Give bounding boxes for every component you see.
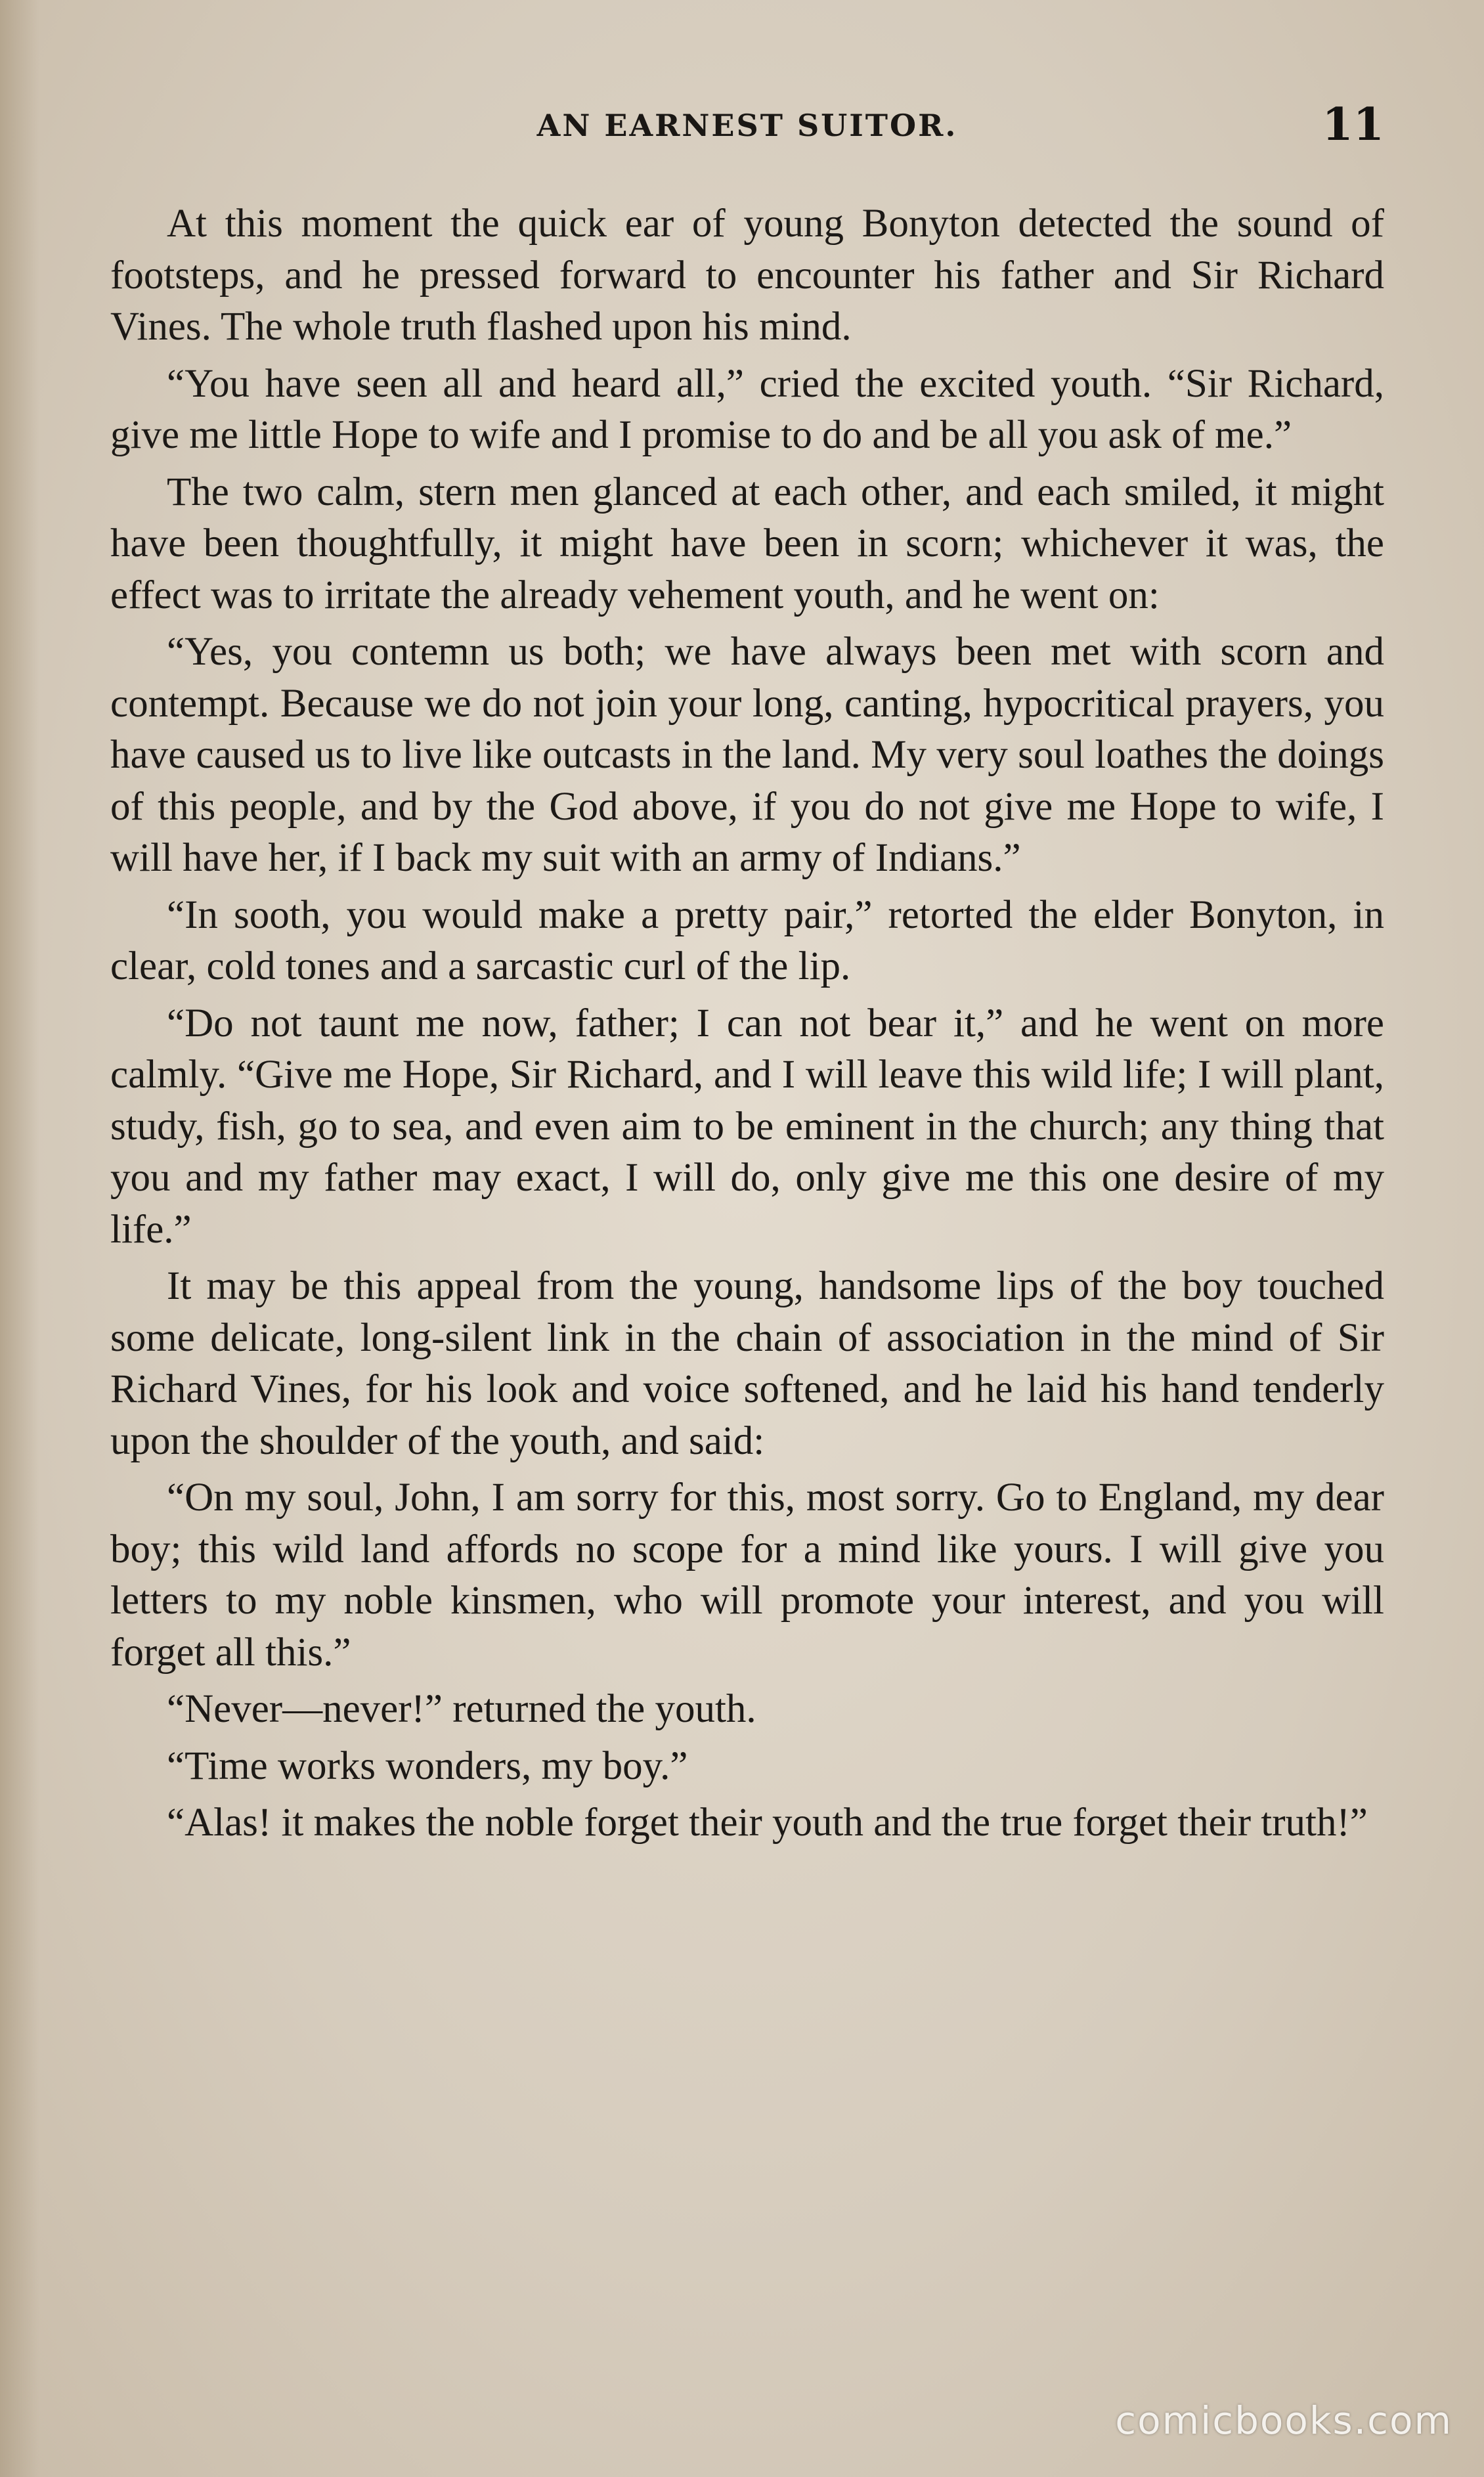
watermark: comicbooks.com [1115,2398,1452,2443]
paragraph-8: “On my soul, John, I am sorry for this, most sorry. Go to England, my dear boy; this wild land affords no scope for a mind like yours. I will give you letters to my noble kinsmen, who will promote your interest, and you will forget all this.” [110,1476,1384,1675]
paragraph-9: “Never—never!” returned the youth. [167,1687,756,1731]
paragraph-2: “You have seen all and heard all,” cried the excited youth. “Sir Richard, give me little Hope to wife and I promise to do and be all you ask of me.” [110,361,1384,457]
paragraph-5: “In sooth, you would make a pretty pair,” retorted the elder Bonyton, in clear, cold tones and a sarcastic curl of the lip. [110,892,1384,988]
paragraph-6: “Do not taunt me now, father; I can not bear it,” and he went on more calmly. “Give me Hope, Sir Richard, and I will leave this wild life; I will plant, study, fish, go to sea, and even aim to be eminent in the church; any thing that you and my father may exact, I will do, only give me this one desire of my life.” [110,1001,1384,1252]
paragraph-11: “Alas! it makes the noble forget their youth and the true forget their truth!” [167,1801,1368,1845]
paragraph-10: “Time works wonders, my boy.” [167,1743,688,1788]
paragraph-4: “Yes, you contemn us both; we have always been met with scorn and contempt. Because we do not join your long, canting, hypocritical prayers, you have caused us to live like outcasts in the land. My very soul loathes the doings of this people, and by the God above, if you do not give me Hope to wife, I will have her, if I back my suit with an army of Indians.” [110,630,1384,880]
page-header [110,99,1384,158]
running-head: AN EARNEST SUITOR. [536,108,958,143]
page-number: 11 [1322,99,1384,151]
body-text [110,198,1384,2339]
paragraph-3: The two calm, stern men glanced at each other, and each smiled, it might have been thoughtfully, it might have been in scorn; whichever it was, the effect was to irritate the already vehement youth, and he went on: [110,470,1384,617]
page-edge-shadow [0,0,39,2477]
paragraph-1: At this moment the quick ear of young Bonyton detected the sound of footsteps, and he pressed forward to encounter his father and Sir Richard Vines. The whole truth flashed upon his mind. [110,202,1384,349]
paragraph-7: It may be this appeal from the young, handsome lips of the boy touched some delicate, long-silent link in the chain of association in the mind of Sir Richard Vines, for his look and voice softened, and he laid his hand tenderly upon the shoulder of the youth, and said: [110,1264,1384,1463]
